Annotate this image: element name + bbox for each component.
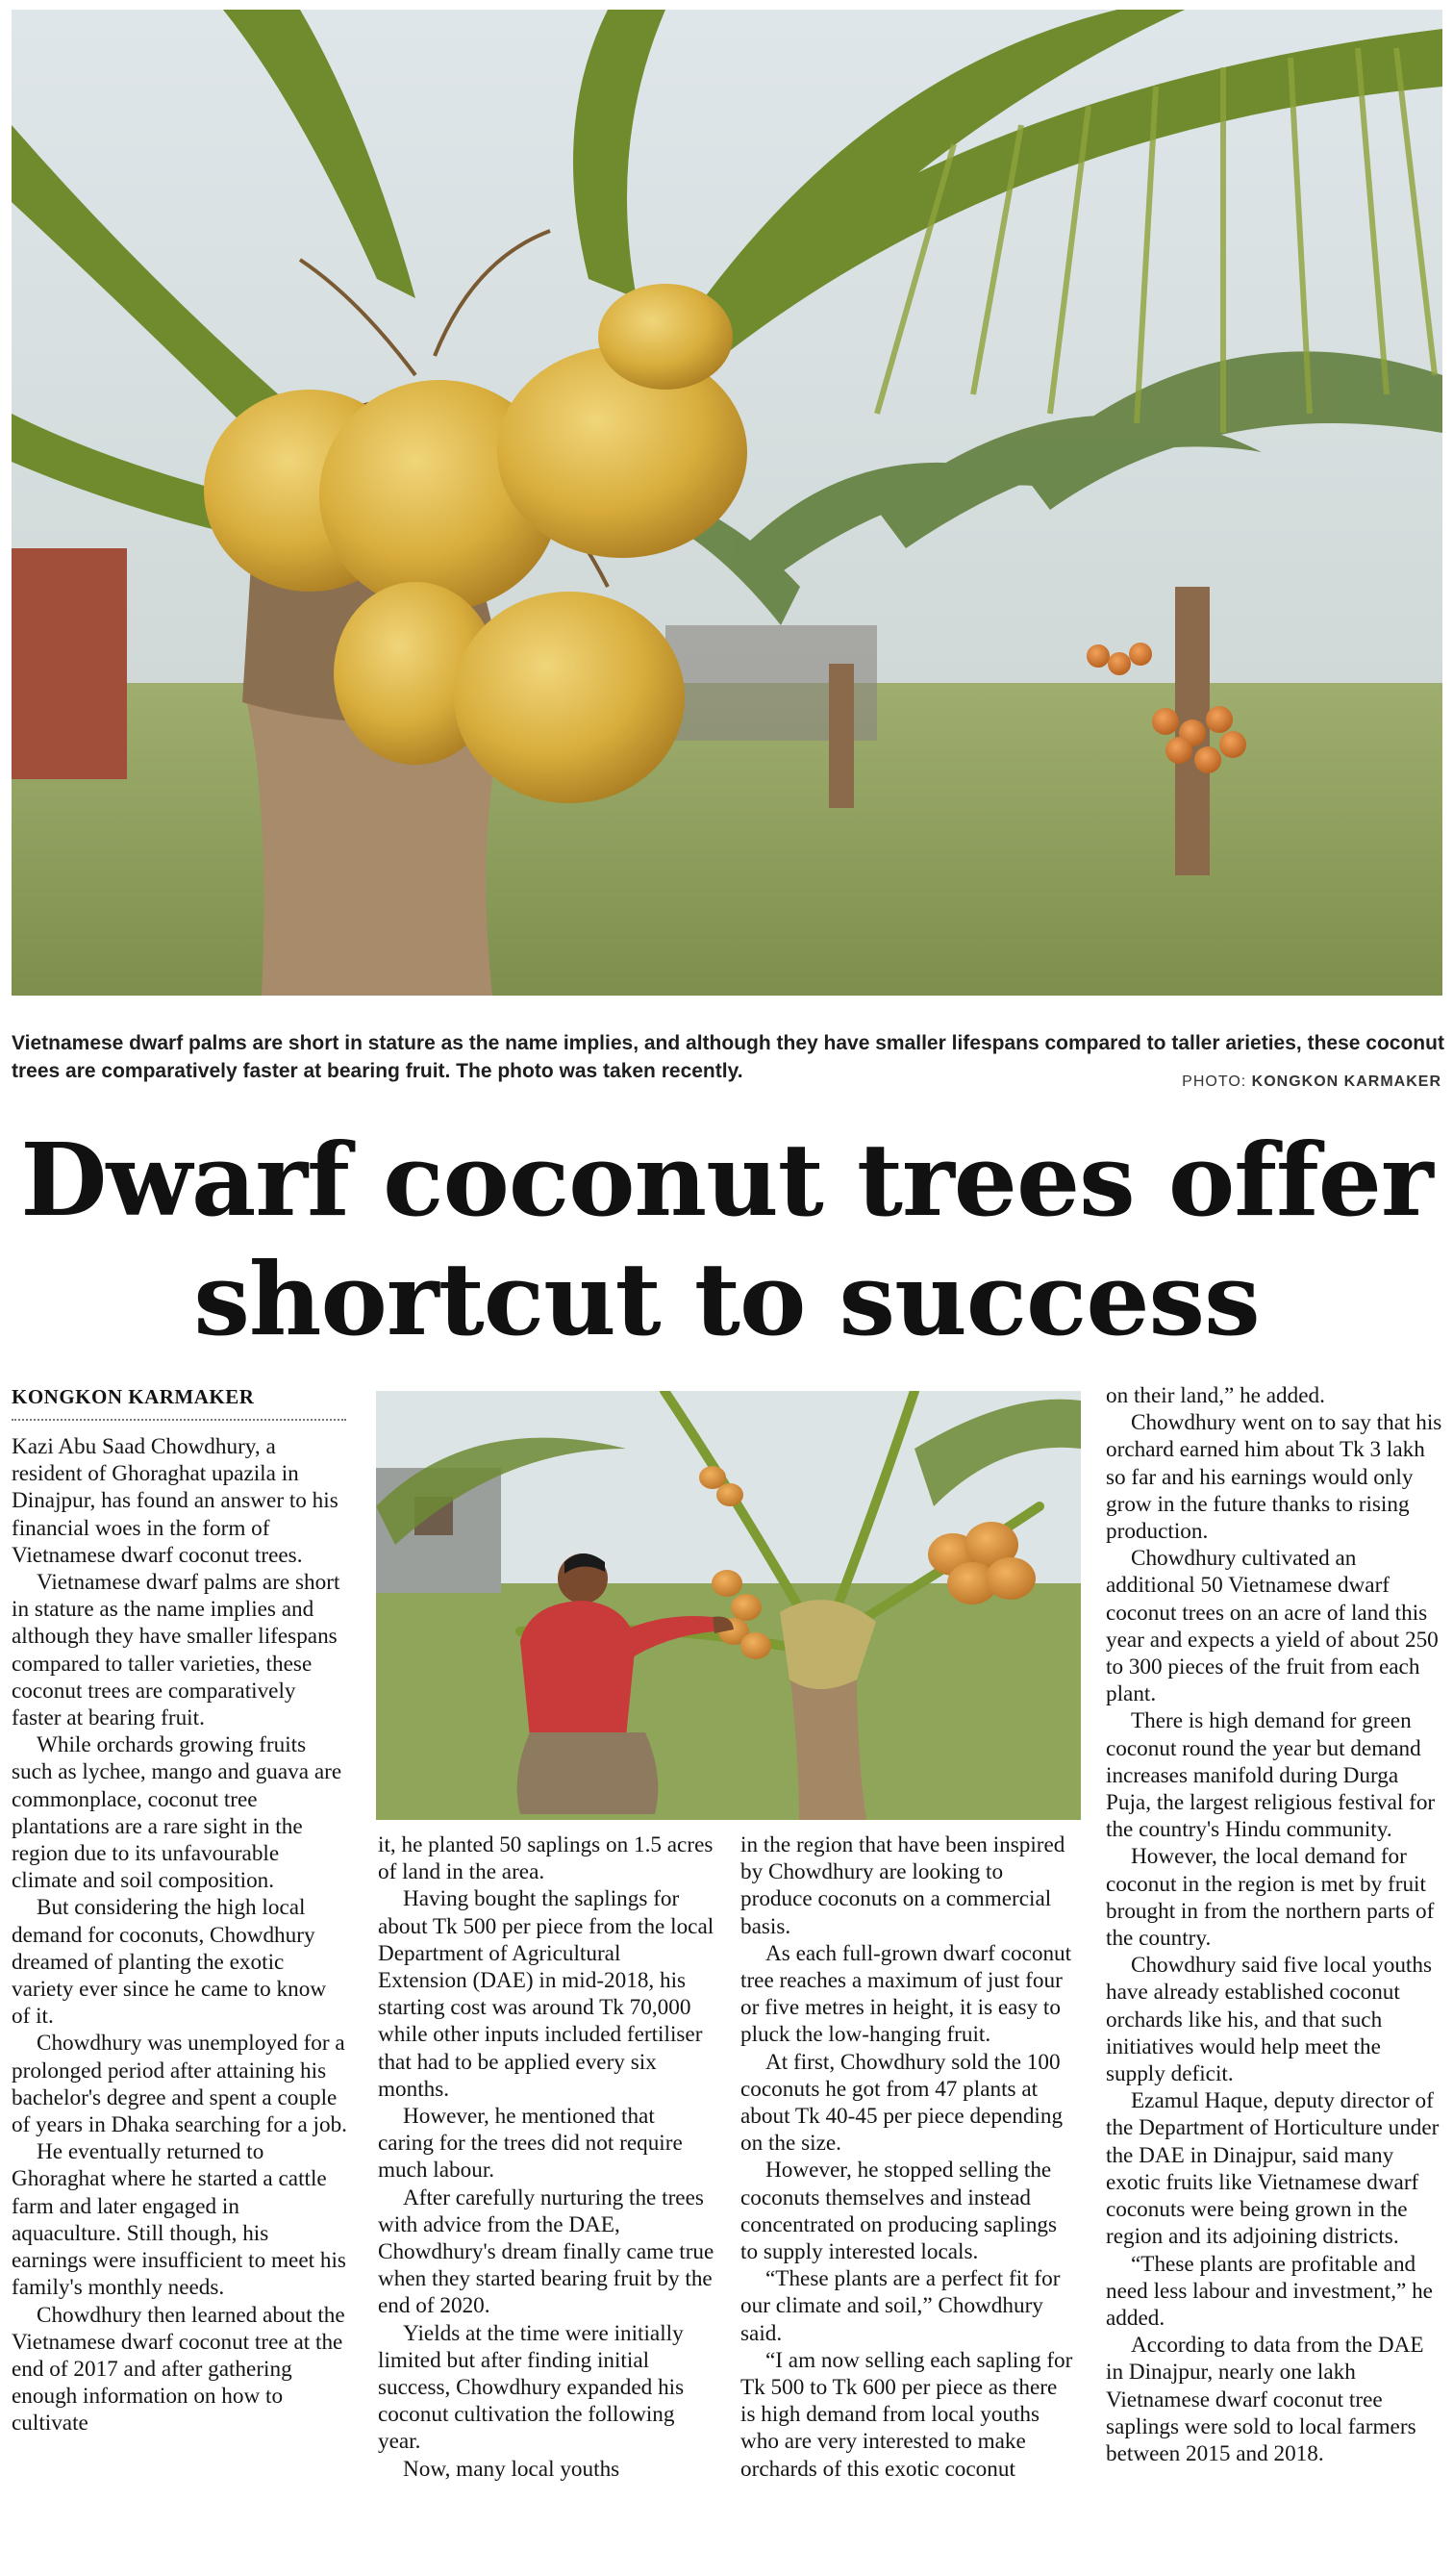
article-paragraph: He eventually returned to Ghoraghat where he started a cattle farm and later engaged in aquaculture. Still though, his earnings were insufficient to meet his family's monthly needs. [12, 2139, 346, 2301]
article-paragraph: Kazi Abu Saad Chowdhury, a resident of Ghoraghat upazila in Dinajpur, has found an answer to his financial woes in the form of Vietnamese dwarf coconut trees. [12, 1434, 338, 1568]
article-paragraph: While orchards growing fruits such as lychee, mango and guava are commonplace, coconut tree plantations are a rare sight in the region due to its unfavourable climate and soil composition. [12, 1732, 342, 1894]
article-column-1 [12, 1433, 348, 2437]
top-photo [12, 10, 1442, 996]
article-paragraph: As each full-grown dwarf coconut tree reaches a maximum of just four or five metres in height, it is easy to pluck the low-hanging fruit. [740, 1940, 1072, 2048]
article-paragraph: According to data from the DAE in Dinajpur, nearly one lakh Vietnamese dwarf coconut tree saplings were sold to local farmers between 2015 and 2018. [1106, 2333, 1424, 2466]
article-paragraph: “I am now selling each sapling for Tk 500 to Tk 600 per piece as there is high demand from local youths who are very interested to make orchards of this exotic coconut [740, 2347, 1073, 2482]
article-paragraph: However, the local demand for coconut in the region is met by fruit brought in from the northern parts of the country. [1106, 1844, 1435, 1952]
article-column-2 [378, 1831, 714, 2483]
article-paragraph: “These plants are profitable and need less labour and investment,” he added. [1106, 2251, 1433, 2331]
photo-caption: Vietnamese dwarf palms are short in stature as the name implies, and although they have smaller lifespans compared to taller arieties, these coconut trees are comparatively faster at bearing fruit. The photo was taken recently. [12, 1032, 1444, 1082]
photo-credit [1182, 1073, 1441, 1091]
article-column-4 [1106, 1382, 1442, 2467]
article-paragraph: Vietnamese dwarf palms are short in stature as the name implies and although they have smaller lifespans compared to taller varieties, these coconut trees are comparatively faster at bearing fruit. [12, 1570, 340, 1731]
article-paragraph: Having bought the saplings for about Tk 500 per piece from the local Department of Agricultural Extension (DAE) in mid-2018, his starting cost was around Tk 70,000 while other inputs included fertiliser that had to be applied every six months. [378, 1886, 714, 2102]
article-paragraph: Chowdhury was unemployed for a prolonged period after attaining his bachelor's degree and spent a couple of years in Dhaka searching for a job. [12, 2031, 347, 2138]
article-paragraph: Chowdhury went on to say that his orchard earned him about Tk 3 lakh so far and his earnings would only grow in the future thanks to rising production. [1106, 1410, 1442, 1545]
headline-line-2: shortcut to success [193, 1240, 1260, 1358]
article-paragraph: However, he stopped selling the coconuts themselves and instead concentrated on producing saplings to supply interested locals. [740, 2158, 1058, 2265]
article-paragraph: Now, many local youths [403, 2456, 620, 2482]
article-paragraph: on their land,” he added. [1106, 1383, 1325, 1408]
photo-credit-name: KONGKON KARMAKER [1251, 1073, 1441, 1090]
farmer-photo [376, 1391, 1081, 1820]
article-paragraph: Chowdhury said five local youths have already established coconut orchards like his, and that such initiatives would help meet the supply deficit. [1106, 1953, 1432, 2087]
headline-line-1: Dwarf coconut trees offer [20, 1121, 1433, 1239]
article-paragraph: But considering the high local demand for coconuts, Chowdhury dreamed of planting the exotic variety ever since he came to know of it. [12, 1895, 327, 2030]
coconut-tree-photo [12, 10, 1442, 996]
article-paragraph: Chowdhury then learned about the Vietnamese dwarf coconut tree at the end of 2017 and after gathering enough information on how to cultivate [12, 2302, 345, 2437]
article-paragraph: in the region that have been inspired by Chowdhury are looking to produce coconuts on a commercial basis. [740, 1832, 1065, 1939]
photo-credit-label: PHOTO: [1182, 1073, 1247, 1090]
article-paragraph: However, he mentioned that caring for the trees did not require much labour. [378, 2104, 683, 2184]
article-paragraph: it, he planted 50 saplings on 1.5 acres of land in the area. [378, 1832, 714, 1885]
article-column-3 [740, 1831, 1077, 2483]
article-paragraph: Chowdhury cultivated an additional 50 Vietnamese dwarf coconut trees on an acre of land this year and expects a yield of about 250 to 300 pieces of the fruit from each plant. [1106, 1546, 1439, 1707]
farmer-with-coconut-tree-photo [376, 1391, 1081, 1820]
article-paragraph: At first, Chowdhury sold the 100 coconuts he got from 47 plants at about Tk 40-45 per piece depending on the size. [740, 2049, 1064, 2157]
article-paragraph: “These plants are a perfect fit for our climate and soil,” Chowdhury said. [740, 2266, 1061, 2346]
headline [0, 1121, 1453, 1359]
article-paragraph: There is high demand for green coconut round the year but demand increases manifold during Durga Puja, the largest religious festival for the country's Hindu community. [1106, 1708, 1436, 1843]
article-paragraph: After carefully nurturing the trees with advice from the DAE, Chowdhury's dream finally came true when they started bearing fruit by the end of 2020. [378, 2185, 714, 2319]
article-paragraph: Yields at the time were initially limited but after finding initial success, Chowdhury expanded his coconut cultivation the following year. [378, 2320, 685, 2455]
byline: KONGKON KARMAKER [12, 1385, 346, 1421]
article-paragraph: Ezamul Haque, deputy director of the Department of Horticulture under the DAE in Dinajpur, said many exotic fruits like Vietnamese dwarf coconuts were being grown in the region and its adjoining districts. [1106, 2088, 1440, 2250]
